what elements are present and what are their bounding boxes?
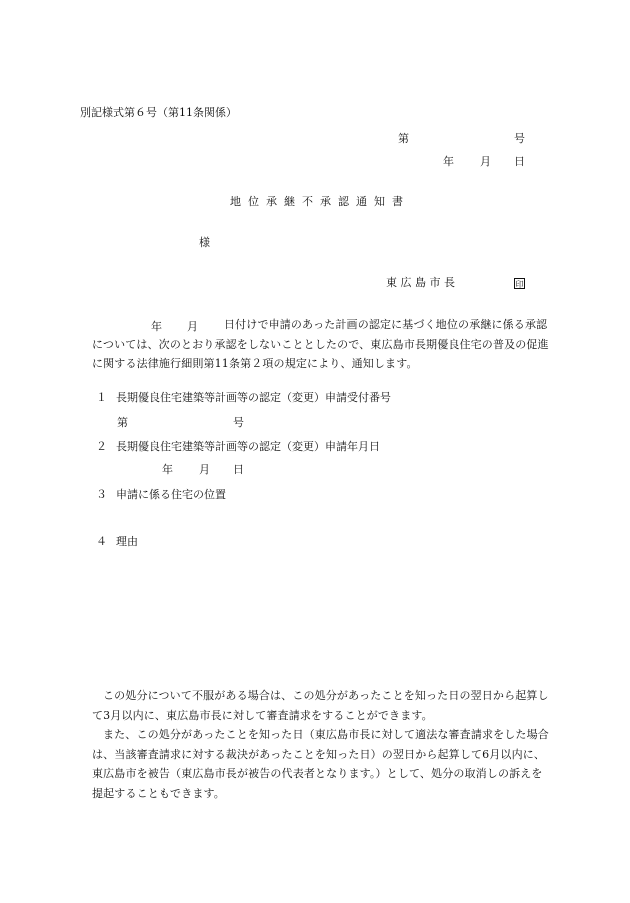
- doc-date-month: 月: [480, 155, 491, 168]
- item-1-sub-suffix: 号: [233, 416, 244, 429]
- doc-number-suffix: 号: [514, 132, 525, 145]
- item-1-sub-prefix: 第: [117, 416, 128, 429]
- item-2-sub-year: 年: [162, 463, 173, 476]
- item-2: [96, 440, 380, 453]
- seal-icon: 印: [515, 279, 524, 289]
- item-2-sub-month: 月: [199, 463, 210, 476]
- intro-year: 年: [151, 320, 162, 333]
- document-title: 地位承継不承認通知書: [230, 195, 410, 208]
- item-2-sub-day: 日: [233, 463, 244, 476]
- item-3: [96, 488, 226, 501]
- item-4: [96, 535, 138, 548]
- item-1-label: 長期優良住宅建築等計画等の認定（変更）申請受付番号: [116, 391, 391, 404]
- doc-number-prefix: 第: [398, 132, 409, 145]
- item-3-number: ３: [96, 488, 107, 501]
- item-3-label: 申請に係る住宅の位置: [116, 488, 226, 501]
- item-1-number: １: [96, 391, 107, 404]
- form-label: 別記様式第６号（第11条関係）: [80, 106, 237, 119]
- notice-paragraph-1: この処分について不服がある場合は、この処分があったことを知った日の翌日から起算して3月以内に、東広島市長に対して審査請求をすることができます。: [92, 689, 549, 722]
- doc-date-year: 年: [443, 155, 454, 168]
- item-2-number: ２: [96, 440, 107, 453]
- issuer-name: 東 広 島 市 長: [386, 276, 455, 289]
- item-2-label: 長期優良住宅建築等計画等の認定（変更）申請年月日: [116, 440, 380, 453]
- issuer-seal: [514, 276, 525, 289]
- notice-paragraph-2: また、この処分があったことを知った日（東広島市長に対して適法な審査請求をした場合は、当該審査請求に対する裁決があったことを知った日）の翌日から起算して6月以内に、東広島市を被告（東広島市長が被告の代表者となります。）として、処分の取消しの訴えを提起することもできます。: [92, 728, 549, 800]
- item-4-number: ４: [96, 535, 107, 548]
- intro-month: 月: [187, 320, 198, 333]
- intro-paragraph: 日付けで申請のあった計画の認定に基づく地位の承継に係る承認については、次のとおり承認をしないこととしたので、東広島市長期優良住宅の普及の促進に関する法律施行細則第11条第２項の規定により、通知します。: [92, 318, 549, 370]
- addressee-honorific: 様: [199, 236, 210, 249]
- item-1: [96, 391, 391, 404]
- item-4-label: 理由: [116, 535, 138, 548]
- doc-date-day: 日: [514, 155, 525, 168]
